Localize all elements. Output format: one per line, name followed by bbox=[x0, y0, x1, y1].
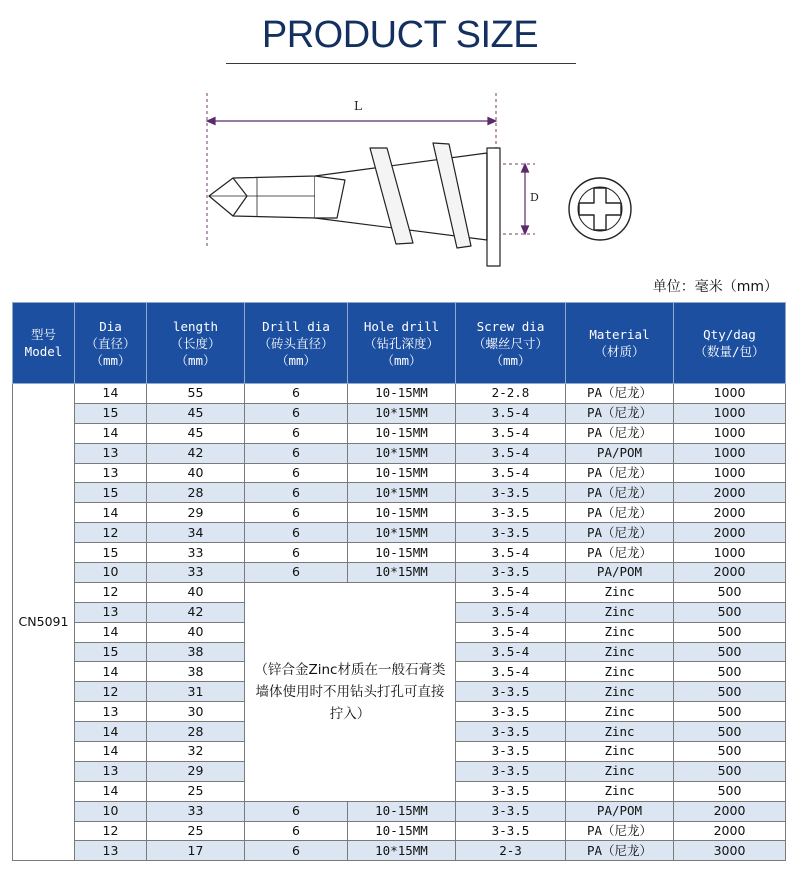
dia-cell: 15 bbox=[75, 483, 147, 503]
spec-table bbox=[12, 302, 786, 861]
qty-cell: 500 bbox=[674, 582, 786, 602]
qty-cell: 500 bbox=[674, 761, 786, 781]
material-cell: Zinc bbox=[566, 722, 674, 742]
screw-dia-cell: 3.5-4 bbox=[456, 403, 566, 423]
screw-dia-cell: 3.5-4 bbox=[456, 543, 566, 563]
drill-dia-cell: 6 bbox=[245, 403, 348, 423]
drill-dia-cell: 6 bbox=[245, 543, 348, 563]
dia-cell: 14 bbox=[75, 781, 147, 801]
length-cell: 32 bbox=[147, 742, 245, 762]
screw-dia-cell: 3.5-4 bbox=[456, 662, 566, 682]
header-material: Material （材质） bbox=[566, 303, 674, 384]
qty-cell: 2000 bbox=[674, 563, 786, 583]
qty-cell: 500 bbox=[674, 682, 786, 702]
length-cell: 33 bbox=[147, 801, 245, 821]
drill-dia-cell: 6 bbox=[245, 821, 348, 841]
material-cell: PA（尼龙） bbox=[566, 384, 674, 404]
dia-cell: 13 bbox=[75, 702, 147, 722]
header-length: length （长度） （mm） bbox=[147, 303, 245, 384]
dia-cell: 13 bbox=[75, 443, 147, 463]
screw-dia-cell: 3-3.5 bbox=[456, 761, 566, 781]
dia-cell: 13 bbox=[75, 463, 147, 483]
length-cell: 29 bbox=[147, 503, 245, 523]
material-cell: PA（尼龙） bbox=[566, 543, 674, 563]
drill-dia-cell: 6 bbox=[245, 384, 348, 404]
screw-dia-cell: 2-2.8 bbox=[456, 384, 566, 404]
qty-cell: 1000 bbox=[674, 463, 786, 483]
header-model: 型号 Model bbox=[13, 303, 75, 384]
length-cell: 38 bbox=[147, 642, 245, 662]
material-cell: PA（尼龙） bbox=[566, 463, 674, 483]
table-row bbox=[13, 403, 786, 423]
hole-drill-cell: 10*15MM bbox=[348, 483, 456, 503]
qty-cell: 1000 bbox=[674, 403, 786, 423]
material-cell: Zinc bbox=[566, 781, 674, 801]
title-underline bbox=[226, 63, 576, 64]
material-cell: PA（尼龙） bbox=[566, 523, 674, 543]
screw-dia-cell: 3.5-4 bbox=[456, 602, 566, 622]
screw-dia-cell: 3-3.5 bbox=[456, 682, 566, 702]
drill-dia-cell: 6 bbox=[245, 483, 348, 503]
length-cell: 42 bbox=[147, 602, 245, 622]
screw-dia-cell: 3-3.5 bbox=[456, 801, 566, 821]
dia-cell: 13 bbox=[75, 602, 147, 622]
length-cell: 33 bbox=[147, 543, 245, 563]
length-cell: 25 bbox=[147, 781, 245, 801]
hole-drill-cell: 10*15MM bbox=[348, 443, 456, 463]
qty-cell: 500 bbox=[674, 642, 786, 662]
length-cell: 45 bbox=[147, 403, 245, 423]
drill-dia-cell: 6 bbox=[245, 801, 348, 821]
screw-dia-cell: 3-3.5 bbox=[456, 483, 566, 503]
dia-cell: 14 bbox=[75, 622, 147, 642]
hole-drill-cell: 10-15MM bbox=[348, 423, 456, 443]
screw-dia-cell: 3-3.5 bbox=[456, 702, 566, 722]
header-screw-dia: Screw dia （螺丝尺寸） （mm） bbox=[456, 303, 566, 384]
material-cell: Zinc bbox=[566, 742, 674, 762]
dia-cell: 14 bbox=[75, 662, 147, 682]
hole-drill-cell: 10-15MM bbox=[348, 543, 456, 563]
material-cell: Zinc bbox=[566, 642, 674, 662]
dia-cell: 12 bbox=[75, 523, 147, 543]
qty-cell: 2000 bbox=[674, 503, 786, 523]
zinc-note: （锌合金Zinc材质在一般石膏类墙体使用时不用钻头打孔可直接拧入） bbox=[245, 582, 456, 801]
unit-note: 单位：毫米（mm） bbox=[652, 279, 778, 295]
dia-cell: 12 bbox=[75, 682, 147, 702]
table-row bbox=[13, 523, 786, 543]
qty-cell: 500 bbox=[674, 702, 786, 722]
drill-dia-cell: 6 bbox=[245, 463, 348, 483]
qty-cell: 3000 bbox=[674, 841, 786, 861]
length-cell: 25 bbox=[147, 821, 245, 841]
material-cell: Zinc bbox=[566, 682, 674, 702]
material-cell: PA（尼龙） bbox=[566, 503, 674, 523]
material-cell: PA/POM bbox=[566, 801, 674, 821]
anchor-diagram bbox=[195, 88, 615, 273]
drill-dia-cell: 6 bbox=[245, 563, 348, 583]
dia-cell: 14 bbox=[75, 503, 147, 523]
dia-cell: 14 bbox=[75, 423, 147, 443]
length-cell: 45 bbox=[147, 423, 245, 443]
hole-drill-cell: 10*15MM bbox=[348, 563, 456, 583]
screw-dia-cell: 3.5-4 bbox=[456, 443, 566, 463]
length-cell: 38 bbox=[147, 662, 245, 682]
qty-cell: 2000 bbox=[674, 821, 786, 841]
screw-dia-cell: 3.5-4 bbox=[456, 642, 566, 662]
material-cell: PA（尼龙） bbox=[566, 821, 674, 841]
material-cell: Zinc bbox=[566, 761, 674, 781]
anchor-body bbox=[209, 143, 500, 266]
table-row bbox=[13, 563, 786, 583]
length-cell: 40 bbox=[147, 622, 245, 642]
hole-drill-cell: 10-15MM bbox=[348, 384, 456, 404]
table-row bbox=[13, 801, 786, 821]
material-cell: PA（尼龙） bbox=[566, 483, 674, 503]
screw-dia-cell: 3-3.5 bbox=[456, 742, 566, 762]
length-cell: 40 bbox=[147, 463, 245, 483]
table-row bbox=[13, 821, 786, 841]
length-cell: 17 bbox=[147, 841, 245, 861]
header-drill-dia: Drill dia （砖头直径） （mm） bbox=[245, 303, 348, 384]
screw-dia-cell: 3-3.5 bbox=[456, 821, 566, 841]
header-hole-drill: Hole drill （钻孔深度） （mm） bbox=[348, 303, 456, 384]
page-title: PRODUCT SIZE bbox=[261, 14, 539, 56]
length-cell: 33 bbox=[147, 563, 245, 583]
material-cell: PA（尼龙） bbox=[566, 403, 674, 423]
length-cell: 34 bbox=[147, 523, 245, 543]
screw-dia-cell: 3.5-4 bbox=[456, 423, 566, 443]
material-cell: PA/POM bbox=[566, 563, 674, 583]
table-row bbox=[13, 443, 786, 463]
material-cell: Zinc bbox=[566, 662, 674, 682]
screw-dia-cell: 2-3 bbox=[456, 841, 566, 861]
dia-cell: 13 bbox=[75, 841, 147, 861]
screw-dia-cell: 3.5-4 bbox=[456, 622, 566, 642]
header-qty: Qty/dag （数量/包） bbox=[674, 303, 786, 384]
qty-cell: 500 bbox=[674, 602, 786, 622]
qty-cell: 1000 bbox=[674, 384, 786, 404]
length-label: L bbox=[354, 99, 362, 113]
table-row bbox=[13, 503, 786, 523]
screw-dia-cell: 3-3.5 bbox=[456, 503, 566, 523]
dia-cell: 15 bbox=[75, 403, 147, 423]
qty-cell: 1000 bbox=[674, 423, 786, 443]
length-cell: 29 bbox=[147, 761, 245, 781]
qty-cell: 1000 bbox=[674, 443, 786, 463]
length-cell: 28 bbox=[147, 722, 245, 742]
hole-drill-cell: 10*15MM bbox=[348, 523, 456, 543]
material-cell: Zinc bbox=[566, 622, 674, 642]
hole-drill-cell: 10*15MM bbox=[348, 841, 456, 861]
table-row bbox=[13, 841, 786, 861]
drill-dia-cell: 6 bbox=[245, 523, 348, 543]
dia-cell: 14 bbox=[75, 722, 147, 742]
screw-dia-cell: 3-3.5 bbox=[456, 523, 566, 543]
material-cell: PA（尼龙） bbox=[566, 841, 674, 861]
qty-cell: 1000 bbox=[674, 543, 786, 563]
table-row bbox=[13, 582, 786, 602]
material-cell: Zinc bbox=[566, 582, 674, 602]
dia-cell: 10 bbox=[75, 801, 147, 821]
hole-drill-cell: 10*15MM bbox=[348, 403, 456, 423]
head-front-view bbox=[565, 174, 635, 244]
length-cell: 42 bbox=[147, 443, 245, 463]
table-row bbox=[13, 423, 786, 443]
drill-dia-cell: 6 bbox=[245, 443, 348, 463]
drill-dia-cell: 6 bbox=[245, 503, 348, 523]
drill-dia-cell: 6 bbox=[245, 423, 348, 443]
model-cell: CN5091 bbox=[13, 384, 75, 861]
length-cell: 30 bbox=[147, 702, 245, 722]
screw-dia-cell: 3-3.5 bbox=[456, 781, 566, 801]
qty-cell: 2000 bbox=[674, 801, 786, 821]
table-row bbox=[13, 543, 786, 563]
dia-cell: 13 bbox=[75, 761, 147, 781]
dia-cell: 15 bbox=[75, 543, 147, 563]
length-cell: 28 bbox=[147, 483, 245, 503]
length-cell: 40 bbox=[147, 582, 245, 602]
table-row bbox=[13, 483, 786, 503]
drill-dia-cell: 6 bbox=[245, 841, 348, 861]
dia-cell: 15 bbox=[75, 642, 147, 662]
dia-cell: 14 bbox=[75, 742, 147, 762]
table-row bbox=[13, 384, 786, 404]
header-dia: Dia （直径） （mm） bbox=[75, 303, 147, 384]
hole-drill-cell: 10-15MM bbox=[348, 821, 456, 841]
material-cell: Zinc bbox=[566, 702, 674, 722]
diameter-label: D bbox=[530, 191, 539, 204]
qty-cell: 2000 bbox=[674, 483, 786, 503]
hole-drill-cell: 10-15MM bbox=[348, 463, 456, 483]
length-cell: 31 bbox=[147, 682, 245, 702]
dia-cell: 12 bbox=[75, 821, 147, 841]
screw-dia-cell: 3.5-4 bbox=[456, 582, 566, 602]
hole-drill-cell: 10-15MM bbox=[348, 801, 456, 821]
table-row bbox=[13, 463, 786, 483]
qty-cell: 500 bbox=[674, 722, 786, 742]
screw-dia-cell: 3-3.5 bbox=[456, 563, 566, 583]
dia-cell: 12 bbox=[75, 582, 147, 602]
dia-cell: 10 bbox=[75, 563, 147, 583]
table-header-row bbox=[13, 303, 786, 384]
screw-dia-cell: 3.5-4 bbox=[456, 463, 566, 483]
qty-cell: 500 bbox=[674, 781, 786, 801]
material-cell: Zinc bbox=[566, 602, 674, 622]
hole-drill-cell: 10-15MM bbox=[348, 503, 456, 523]
material-cell: PA（尼龙） bbox=[566, 423, 674, 443]
length-cell: 55 bbox=[147, 384, 245, 404]
dia-cell: 14 bbox=[75, 384, 147, 404]
material-cell: PA/POM bbox=[566, 443, 674, 463]
qty-cell: 500 bbox=[674, 622, 786, 642]
qty-cell: 500 bbox=[674, 662, 786, 682]
screw-dia-cell: 3-3.5 bbox=[456, 722, 566, 742]
qty-cell: 2000 bbox=[674, 523, 786, 543]
qty-cell: 500 bbox=[674, 742, 786, 762]
